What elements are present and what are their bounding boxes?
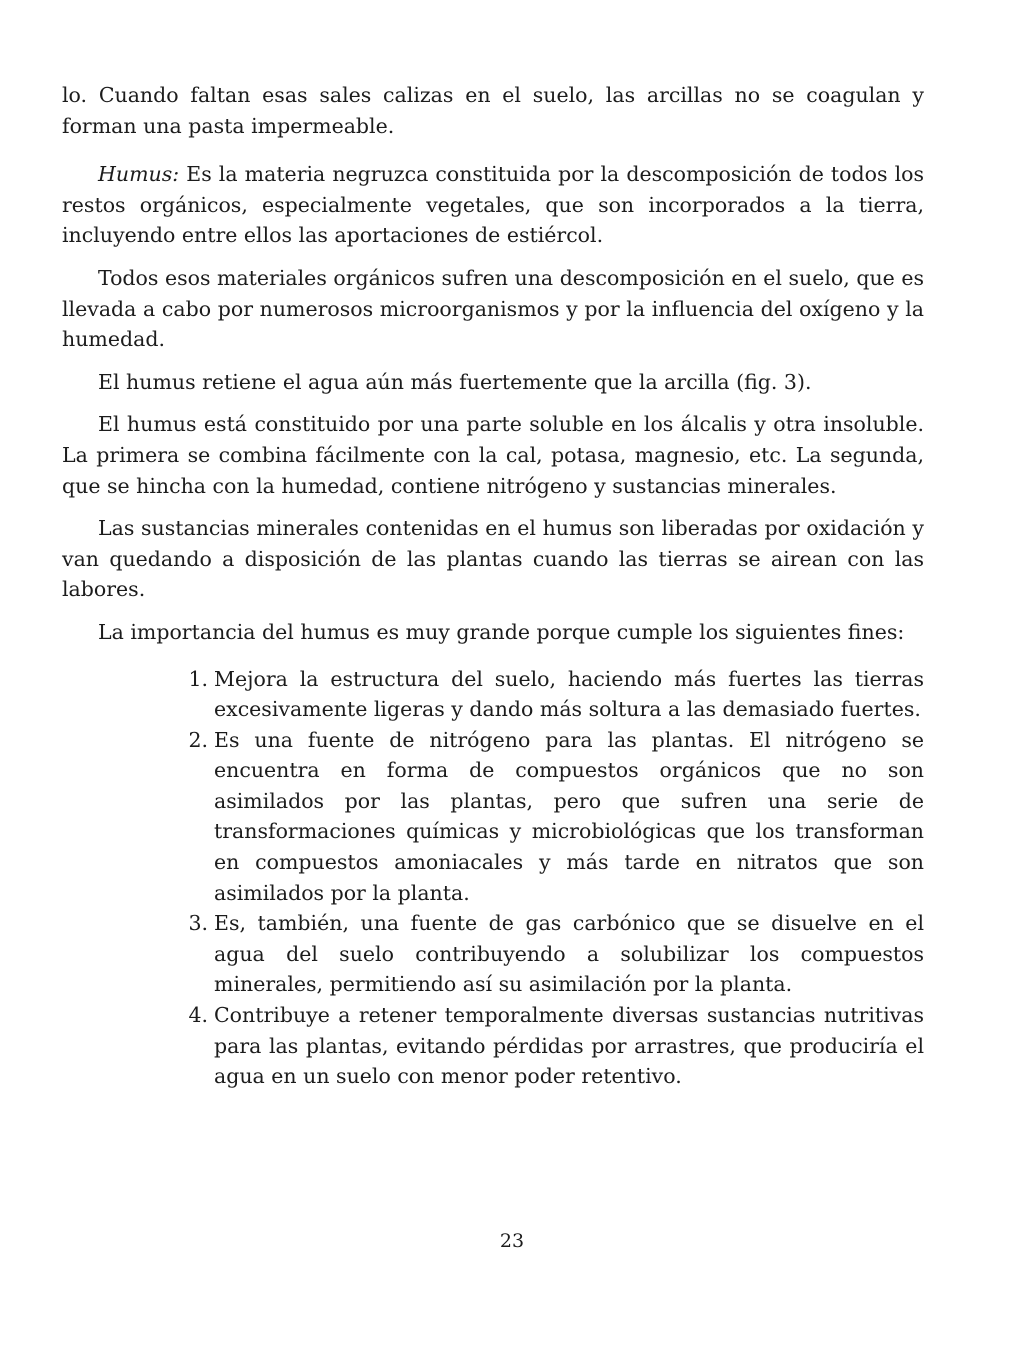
paragraph-text: lo. Cuando faltan esas sales calizas en el suelo, las arcillas no se coagulan y forman una pasta impermeable.	[62, 83, 924, 138]
paragraph-text: Las sustancias minerales contenidas en el humus son liberadas por oxidación y van quedando a disposición de las plantas cuando las tierras se airean con las labores.	[62, 516, 924, 602]
list-item	[62, 1000, 924, 1092]
list-item	[62, 725, 924, 909]
paragraph-decomposition	[62, 263, 924, 355]
list-number: 3.	[188, 911, 208, 936]
paragraph-text: La importancia del humus es muy grande porque cumple los siguientes fines:	[98, 619, 905, 644]
list-number: 2.	[188, 727, 208, 752]
list-text: Contribuye a retener temporalmente diversas sustancias nutritivas para las plantas, evitando pérdidas por arrastres, que produciría el agua en un suelo con menor poder retentivo.	[214, 1003, 924, 1089]
page-number: 23	[499, 1230, 525, 1252]
paragraph-text: Todos esos materiales orgánicos sufren una descomposición en el suelo, que es llevada a cabo por numerosos microorganismos y por la influencia del oxígeno y la humedad.	[62, 265, 924, 352]
list-text: Es, también, una fuente de gas carbónico que se disuelve en el agua del suelo contribuyendo a solubilizar los compuestos minerales, permitiendo así su asimilación por la planta.	[214, 911, 924, 997]
paragraph-humus-definition	[62, 159, 924, 251]
list-number: 1.	[188, 666, 208, 691]
paragraph-text: El humus está constituido por una parte soluble en los álcalis y otra insoluble. La primera se combina fácilmente con la cal, potasa, magnesio, etc. La segunda, que se hincha con la humedad, contiene nitrógeno y sustancias minerales.	[62, 412, 924, 498]
list-number: 4.	[188, 1003, 208, 1028]
list-text: Es una fuente de nitrógeno para las plantas. El nitrógeno se encuentra en forma de compuestos orgánicos que no son asimilados por las plantas, pero que sufren una serie de transformaciones químicas y microbiológicas que los transforman en compuestos amoniacales y más tarde en nitratos que son asimilados por la planta.	[214, 727, 924, 905]
paragraph-importance	[62, 617, 924, 648]
list-item	[62, 664, 924, 725]
paragraph-minerals	[62, 513, 924, 605]
numbered-list	[62, 664, 924, 1092]
page-body	[62, 80, 924, 1092]
paragraph-continuation	[62, 80, 924, 141]
list-item	[62, 908, 924, 1000]
paragraph-text: El humus retiene el agua aún más fuertemente que la arcilla (fig. 3).	[98, 369, 812, 394]
paragraph-text: Es la materia negruzca constituida por la descomposición de todos los restos orgánicos, especialmente vegetales, que son incorporados a la tierra, incluyendo entre ellos las aportaciones de estiércol.	[62, 162, 924, 248]
term-humus: Humus:	[98, 162, 180, 187]
list-text: Mejora la estructura del suelo, haciendo más fuertes las tierras excesivamente ligeras y dando más soltura a las demasiado fuertes.	[214, 666, 924, 722]
paragraph-water-retention	[62, 367, 924, 398]
paragraph-composition	[62, 409, 924, 501]
